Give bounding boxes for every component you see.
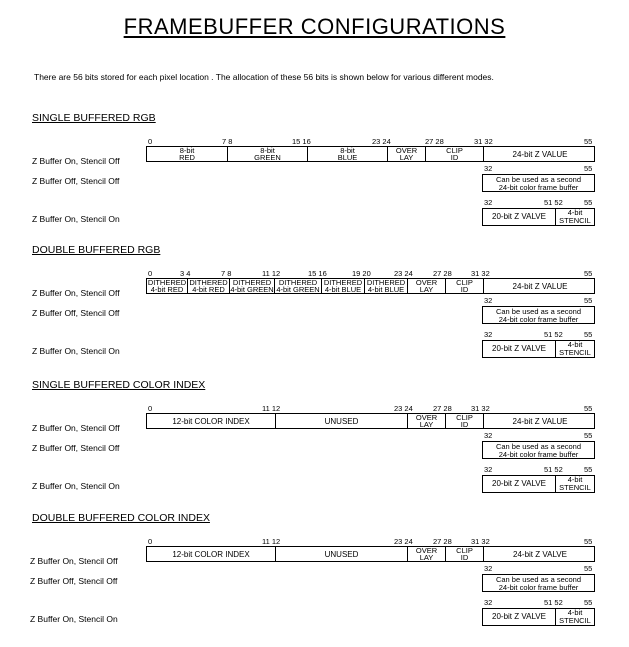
bit-index-label: 31 32 bbox=[474, 137, 493, 146]
bit-field-cell bbox=[187, 279, 229, 293]
intro-text: There are 56 bits stored for each pixel location . The allocation of these 56 bits is shown below for various different modes. bbox=[34, 72, 494, 82]
z-value-20bit-cell: 20-bit Z VALVE bbox=[492, 212, 546, 221]
bit-index-label: 32 bbox=[484, 198, 493, 207]
box-text: 4-bit bbox=[567, 475, 583, 484]
bit-index-label: 7 8 bbox=[222, 137, 233, 146]
row-label-zon-son: Z Buffer On, Stencil On bbox=[32, 346, 120, 356]
row-label-zon-soff: Z Buffer On, Stencil Off bbox=[30, 556, 118, 566]
z-value-20bit-cell: 20-bit Z VALVE bbox=[492, 344, 546, 353]
z-stencil-box bbox=[482, 475, 595, 493]
bit-field-cell bbox=[445, 547, 483, 561]
cell-text: ID bbox=[460, 420, 469, 428]
bit-field-cell bbox=[147, 279, 187, 293]
bit-field-cell bbox=[275, 414, 407, 428]
bit-index-label: 32 bbox=[484, 564, 493, 573]
bit-index-label: 0 bbox=[148, 137, 153, 146]
cell-text: CLIP bbox=[446, 147, 463, 155]
cell-text: DITHERED bbox=[232, 279, 272, 287]
bit-index-label: 15 16 bbox=[292, 137, 311, 146]
row-label-zon-son: Z Buffer On, Stencil On bbox=[32, 481, 120, 491]
bit-index-label: 32 bbox=[484, 598, 493, 607]
cell-text: GREEN bbox=[254, 153, 281, 161]
cell-text: ID bbox=[450, 153, 459, 161]
bit-allocation-bar bbox=[146, 413, 595, 429]
box-text: Can be used as a second bbox=[495, 175, 582, 184]
z-value-20bit-cell: 20-bit Z VALVE bbox=[492, 612, 546, 621]
box-text: 4-bit bbox=[567, 608, 583, 617]
box-text: Can be used as a second bbox=[495, 307, 582, 316]
cell-text: DITHERED bbox=[189, 279, 228, 287]
bit-index-label: 55 bbox=[584, 330, 593, 339]
row-label-zon-son: Z Buffer On, Stencil On bbox=[30, 614, 118, 624]
bit-index-label: 0 bbox=[148, 404, 153, 413]
bit-field-cell bbox=[229, 279, 274, 293]
cell-text: ID bbox=[460, 285, 469, 293]
bit-index-label: 32 bbox=[484, 330, 493, 339]
bit-index-label: 55 bbox=[584, 537, 593, 546]
cell-text: ID bbox=[460, 553, 469, 561]
row-label-zon-son: Z Buffer On, Stencil On bbox=[32, 214, 120, 224]
cell-text: DITHERED bbox=[278, 279, 318, 287]
box-text: STENCIL bbox=[559, 616, 591, 625]
bit-index-label: 31 32 bbox=[471, 404, 490, 413]
cell-text: UNUSED bbox=[324, 549, 359, 559]
cell-text: 24-bit Z VALUE bbox=[512, 149, 568, 159]
bit-index-label: 7 8 bbox=[221, 269, 232, 278]
bit-field-cell bbox=[387, 147, 425, 161]
bit-index-label: 11 12 bbox=[262, 404, 281, 413]
cell-text: OVER bbox=[415, 547, 438, 555]
z-stencil-box bbox=[482, 340, 595, 358]
row-label-zon-soff: Z Buffer On, Stencil Off bbox=[32, 288, 120, 298]
row-label-zon-soff: Z Buffer On, Stencil Off bbox=[32, 423, 120, 433]
box-text: Can be used as a second bbox=[495, 442, 582, 451]
page-title: FRAMEBUFFER CONFIGURATIONS bbox=[123, 14, 506, 39]
bit-field-cell bbox=[483, 279, 596, 293]
section-heading: SINGLE BUFFERED COLOR INDEX bbox=[32, 379, 206, 391]
stencil-cell bbox=[555, 476, 594, 492]
box-text: Can be used as a second bbox=[495, 575, 582, 584]
cell-text: CLIP bbox=[456, 414, 473, 422]
cell-text: CLIP bbox=[456, 279, 473, 287]
z-stencil-box bbox=[482, 208, 595, 226]
cell-text: RED bbox=[179, 153, 195, 161]
second-frame-buffer-box bbox=[482, 306, 595, 324]
bit-index-label: 31 32 bbox=[471, 269, 490, 278]
cell-text: 4-bit GREEN bbox=[230, 285, 274, 293]
cell-text: LAY bbox=[399, 153, 414, 161]
bit-index-label: 31 32 bbox=[471, 537, 490, 546]
bit-field-cell bbox=[407, 279, 445, 293]
cell-text: UNUSED bbox=[324, 416, 359, 426]
bit-field-cell bbox=[321, 279, 364, 293]
cell-text: DITHERED bbox=[323, 279, 363, 287]
bit-field-cell bbox=[445, 414, 483, 428]
second-frame-buffer-box bbox=[482, 174, 595, 192]
stencil-cell bbox=[555, 609, 594, 625]
cell-text: DITHERED bbox=[147, 279, 187, 287]
bit-field-cell bbox=[307, 147, 387, 161]
bit-field-cell bbox=[147, 414, 275, 428]
bit-index-label: 55 bbox=[584, 404, 593, 413]
bit-index-label: 15 16 bbox=[308, 269, 327, 278]
cell-text: LAY bbox=[419, 553, 434, 561]
box-text: 4-bit bbox=[567, 208, 583, 217]
bit-index-label: 32 bbox=[484, 431, 493, 440]
bit-index-label: 55 bbox=[584, 137, 593, 146]
bit-index-label: 23 24 bbox=[372, 137, 391, 146]
stencil-cell bbox=[555, 209, 594, 225]
row-label-zon-soff: Z Buffer On, Stencil Off bbox=[32, 156, 120, 166]
cell-text: 4-bit RED bbox=[150, 285, 184, 293]
box-text: STENCIL bbox=[559, 216, 591, 225]
cell-text: 4-bit GREEN bbox=[276, 285, 320, 293]
bit-field-cell bbox=[445, 279, 483, 293]
bit-index-label: 23 24 bbox=[394, 537, 413, 546]
bit-index-label: 55 bbox=[584, 598, 593, 607]
bit-field-cell bbox=[147, 547, 275, 561]
row-label-zoff-soff: Z Buffer Off, Stencil Off bbox=[30, 576, 118, 586]
cell-text: LAY bbox=[419, 420, 434, 428]
z-stencil-box bbox=[482, 608, 595, 626]
cell-text: OVER bbox=[395, 147, 418, 155]
bit-field-cell bbox=[227, 147, 307, 161]
bit-index-label: 23 24 bbox=[394, 404, 413, 413]
cell-text: 4-bit BLUE bbox=[324, 285, 362, 293]
box-text: STENCIL bbox=[559, 483, 591, 492]
bit-allocation-bar bbox=[146, 546, 595, 562]
cell-text: 8-bit bbox=[179, 147, 195, 155]
bit-index-label: 55 bbox=[584, 564, 593, 573]
second-frame-buffer-box bbox=[482, 441, 595, 459]
bit-field-cell bbox=[147, 147, 227, 161]
bit-index-label: 55 bbox=[584, 269, 593, 278]
bit-field-cell bbox=[274, 279, 321, 293]
z-value-20bit-cell: 20-bit Z VALVE bbox=[492, 479, 546, 488]
cell-text: OVER bbox=[415, 414, 438, 422]
bit-index-label: 23 24 bbox=[394, 269, 413, 278]
bit-index-label: 51 52 bbox=[544, 198, 563, 207]
bit-index-label: 32 bbox=[484, 465, 493, 474]
cell-text: LAY bbox=[419, 285, 434, 293]
cell-text: 4-bit BLUE bbox=[367, 285, 405, 293]
bit-field-cell bbox=[425, 147, 483, 161]
box-text: 24-bit color frame buffer bbox=[498, 315, 579, 324]
cell-text: 12-bit COLOR INDEX bbox=[172, 549, 250, 559]
bit-field-cell bbox=[364, 279, 407, 293]
cell-text: 8-bit bbox=[260, 147, 275, 155]
bit-index-label: 55 bbox=[584, 465, 593, 474]
bit-index-label: 27 28 bbox=[425, 137, 444, 146]
bit-index-label: 51 52 bbox=[544, 330, 563, 339]
stencil-cell bbox=[555, 341, 594, 357]
bit-index-label: 55 bbox=[584, 198, 593, 207]
cell-text: 24-bit Z VALUE bbox=[512, 416, 568, 426]
bit-index-label: 51 52 bbox=[544, 598, 563, 607]
bit-index-label: 55 bbox=[584, 431, 593, 440]
cell-text: CLIP bbox=[456, 547, 473, 555]
cell-text: 4-bit RED bbox=[192, 285, 225, 293]
bit-allocation-bar bbox=[146, 278, 595, 294]
bit-field-cell bbox=[407, 414, 445, 428]
cell-text: DITHERED bbox=[366, 279, 406, 287]
cell-text: BLUE bbox=[337, 153, 358, 161]
section-heading: DOUBLE BUFFERED COLOR INDEX bbox=[32, 512, 210, 524]
bit-index-label: 19 20 bbox=[352, 269, 371, 278]
bit-index-label: 55 bbox=[584, 296, 593, 305]
box-text: 24-bit color frame buffer bbox=[498, 583, 579, 592]
bit-index-label: 27 28 bbox=[433, 537, 452, 546]
bit-index-label: 3 4 bbox=[180, 269, 191, 278]
bit-field-cell bbox=[407, 547, 445, 561]
cell-text: 8-bit bbox=[340, 147, 355, 155]
bit-index-label: 55 bbox=[584, 164, 593, 173]
cell-text: OVER bbox=[415, 279, 438, 287]
bit-index-label: 32 bbox=[484, 296, 493, 305]
bit-field-cell bbox=[483, 547, 596, 561]
bit-index-label: 51 52 bbox=[544, 465, 563, 474]
box-text: 24-bit color frame buffer bbox=[498, 450, 579, 459]
section-heading: DOUBLE BUFFERED RGB bbox=[32, 244, 161, 256]
bit-index-label: 0 bbox=[148, 537, 153, 546]
box-text: 4-bit bbox=[567, 340, 583, 349]
bit-index-label: 11 12 bbox=[262, 537, 281, 546]
bit-index-label: 11 12 bbox=[262, 269, 281, 278]
bit-allocation-bar bbox=[146, 146, 595, 162]
row-label-zoff-soff: Z Buffer Off, Stencil Off bbox=[32, 443, 120, 453]
row-label-zoff-soff: Z Buffer Off, Stencil Off bbox=[32, 176, 120, 186]
second-frame-buffer-box bbox=[482, 574, 595, 592]
section-heading: SINGLE BUFFERED RGB bbox=[32, 112, 156, 124]
bit-field-cell bbox=[483, 414, 596, 428]
bit-index-label: 32 bbox=[484, 164, 493, 173]
cell-text: 12-bit COLOR INDEX bbox=[172, 416, 250, 426]
bit-index-label: 0 bbox=[148, 269, 153, 278]
box-text: STENCIL bbox=[559, 348, 591, 357]
bit-index-label: 27 28 bbox=[433, 404, 452, 413]
row-label-zoff-soff: Z Buffer Off, Stencil Off bbox=[32, 308, 120, 318]
bit-index-label: 27 28 bbox=[433, 269, 452, 278]
cell-text: 24-bit Z VALVE bbox=[513, 549, 567, 559]
box-text: 24-bit color frame buffer bbox=[498, 183, 579, 192]
bit-field-cell bbox=[483, 147, 596, 161]
cell-text: 24-bit Z VALUE bbox=[512, 281, 568, 291]
bit-field-cell bbox=[275, 547, 407, 561]
